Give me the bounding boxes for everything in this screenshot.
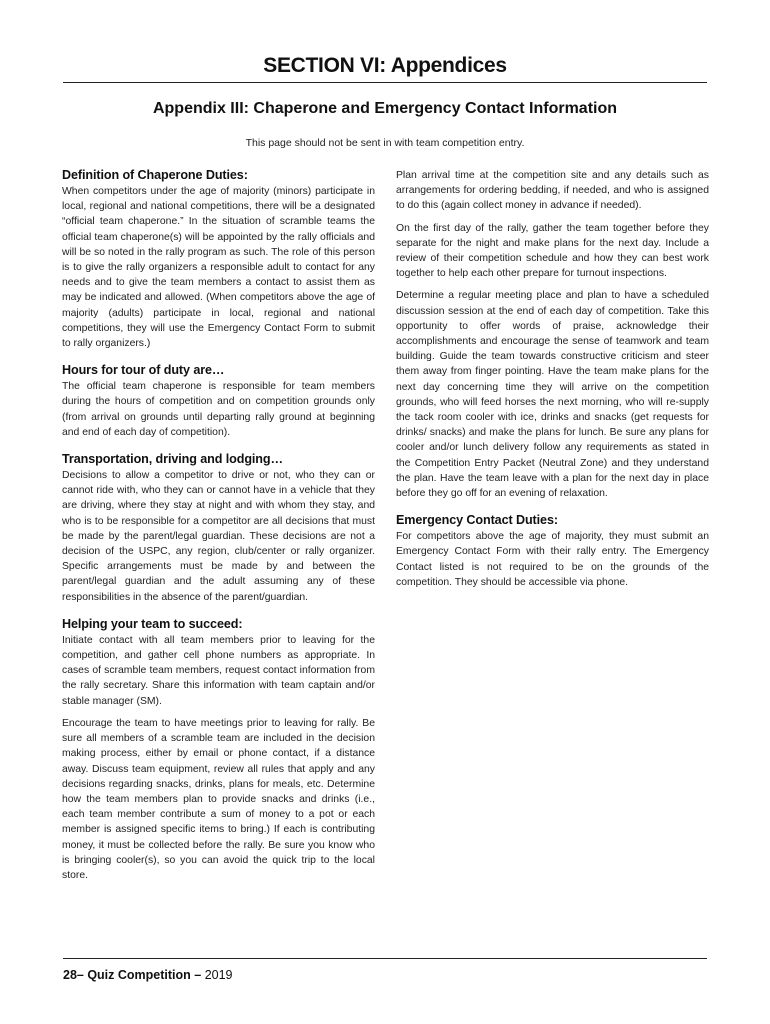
page-footer: [63, 968, 233, 982]
footer-divider: [63, 958, 707, 959]
appendix-subtitle: Appendix III: Chaperone and Emergency Contact Information: [152, 100, 618, 117]
helping-body-2: Encourage the team to have meetings prior to leaving for rally. Be sure all members of a scramble team are included in the decision making process, either by email or phone contact, if a distance away. Discuss team equipment, review all rules that apply and any decisions regarding snacks, drinks, plans for meals, etc. Determine how the team members plan to provide snacks and drinks (i.e., each team member contribute a sum of money to a pot or each member is assigned specific items to bring.) If each is contributing money, it must be collected before the rally. Be sure you know who is bringing cooler(s), so you can avoid the quick trip to the local store.: [62, 717, 375, 881]
helping-section: [62, 617, 375, 883]
definition-heading: Definition of Chaperone Duties:: [62, 168, 248, 182]
first-day-paragraph: On the first day of the rally, gather the team together before they separate for the night and make plans for the next day. Include a review of their competition schedule and how they can best work together to help each other prepare for turnout inspections.: [396, 222, 709, 280]
emergency-body: For competitors above the age of majority, they must submit an Emergency Contact Form with their rally entry. The Emergency Contact listed is not required to be on the grounds of the competition. They should be accessible via phone.: [396, 531, 709, 588]
left-column: [62, 168, 375, 895]
title-divider: [63, 82, 707, 83]
helping-body-1: Initiate contact with all team members prior to leaving for the competition, and gather cell phone numbers as appropriate. In cases of scramble team members, request contact information from the rally secretary. Share this information with team captain and/or stable manager (SM).: [62, 634, 375, 707]
emergency-section: [396, 513, 709, 590]
footer-page-label: 28– Quiz Competition –: [63, 968, 202, 982]
page-title: SECTION VI: Appendices: [263, 54, 507, 77]
hours-heading: Hours for tour of duty are…: [62, 363, 225, 378]
definition-section: [62, 168, 375, 351]
transportation-section: [62, 452, 375, 605]
transportation-heading: Transportation, driving and lodging…: [62, 452, 283, 467]
definition-body: When competitors under the age of majority (minors) participate in local, regional and national competitions, there will be a designated “official team chaperone.” In the situation of scramble teams the official team chaperone(s) will be appointed by the rally officials and will be so noted in the rally program as such. The role of this person is to give the rally organizers a responsible adult to contact for any needs and to give the team members a contact to assist them as may be indicated and allowed. (When competitors above the age of majority (adults) participate in local, regional and national competitions, they will use the Emergency Contact Form to submit to rally organizers.): [62, 186, 375, 350]
emergency-heading: Emergency Contact Duties:: [396, 513, 558, 528]
hours-section: [62, 363, 375, 440]
footer-year: 2019: [204, 968, 233, 982]
meeting-paragraph: Determine a regular meeting place and plan to have a scheduled discussion session at the end of each day of competition. Take this opportunity to offer words of praise, acknowledge their accomplishments and encourage the sense of teamwork and team building. Guide the team towards constructive criticism and steer them away from finger pointing. Have the team make plans for the next day concerning time they will arrive on the competition grounds, who will feed horses the next morning, who will re-supply the tack room cooler with ice, drinks and snacks (get requests for drinks/ snacks) and make the plans for lunch. Be sure any plans for cooler and/or lunch delivery follow any requirements as stated in the Competition Entry Packet (Neutral Zone) and they understand the plan. Have the team leave with a plan for the next day in place before they go off for an evening of relaxation.: [396, 290, 709, 500]
hours-body: The official team chaperone is responsible for team members during the hours of competition and on competition grounds only (from arrival on grounds until departing rally ground at beginning and end of each day of competition).: [62, 381, 375, 438]
transportation-body: Decisions to allow a competitor to drive or not, who they can or cannot ride with, who they can or cannot have in a vehicle that they are driving, where they stay at night and with whom they stay, and who is to be responsible for a competitor are all decisions that must be made by the parent/legal guardian. These decisions are not a decision of the USPC, any region, club/center or rally organizer. Specific arrangements must be made by and between the parent/legal guardian and the adult assuming any of these responsibilities in the absence of the parent/guardian.: [62, 470, 375, 603]
submission-note: This page should not be sent in with team competition entry.: [245, 137, 525, 149]
right-column: [396, 168, 709, 602]
helping-heading: Helping your team to succeed:: [62, 616, 243, 631]
arrival-paragraph: Plan arrival time at the competition site and any details such as arrangements for ordering bedding, if needed, and who is assigned to do this (again collect money in advance if needed).: [396, 170, 709, 212]
planning-section: [396, 168, 709, 501]
